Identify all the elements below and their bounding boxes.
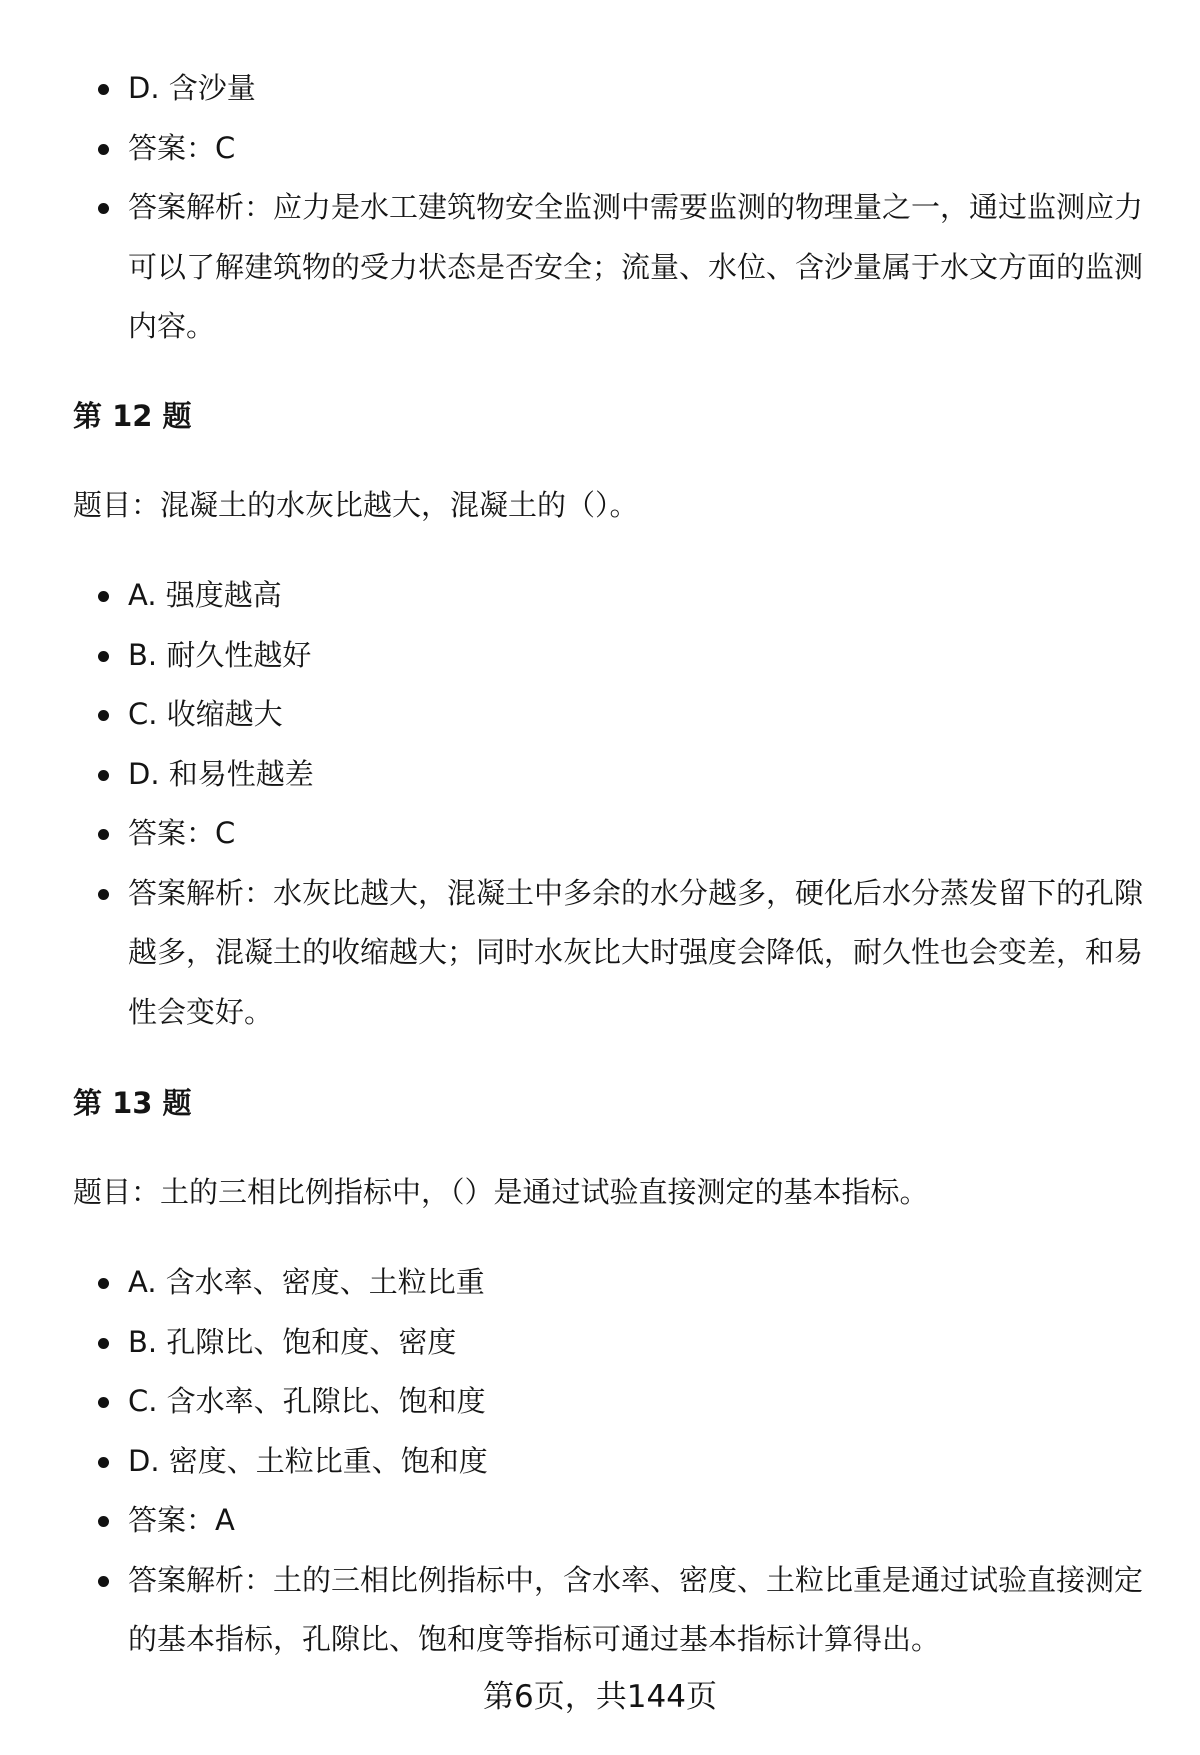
list-item: [0, 566, 1200, 626]
bullet-icon: [98, 84, 109, 95]
option-d-text: D. 含沙量: [128, 71, 256, 105]
answer-text: 答案：C: [128, 816, 236, 850]
list-item: [0, 1432, 1200, 1492]
bullet-icon: [98, 591, 109, 602]
list-item: [0, 1372, 1200, 1432]
answer-text: 答案：A: [128, 1503, 235, 1537]
bullet-icon: [98, 829, 109, 840]
options-list-q11: [0, 59, 1200, 357]
page-number-footer: 第6页，共144页: [483, 1679, 717, 1715]
list-item: [0, 119, 1200, 179]
question-stem-13: 题目：土的三相比例指标中，（）是通过试验直接测定的基本指标。: [73, 1175, 929, 1209]
question-title-12: 第 12 题: [73, 399, 192, 433]
list-item: [0, 685, 1200, 745]
option-c-text: C. 收缩越大: [128, 697, 283, 731]
options-list-q12: [0, 566, 1200, 1042]
bullet-icon: [98, 770, 109, 781]
question-title-13: 第 13 题: [73, 1086, 192, 1120]
list-item: [0, 59, 1200, 119]
list-item: [0, 1313, 1200, 1373]
option-b-text: B. 孔隙比、饱和度、密度: [128, 1324, 457, 1359]
explanation-text: 答案解析：水灰比越大，混凝土中多余的水分越多，硬化后水分蒸发留下的孔隙越多，混凝土的收缩越大；同时水灰比大时强度会降低，耐久性也会变差，和易性会变好。: [128, 875, 1144, 1029]
list-item: [0, 1551, 1200, 1670]
list-item: [0, 1491, 1200, 1551]
bullet-icon: [98, 203, 109, 214]
bullet-icon: [98, 1576, 109, 1587]
list-item: [0, 804, 1200, 864]
options-list-q13: [0, 1253, 1200, 1670]
option-d-text: D. 和易性越差: [128, 756, 314, 791]
option-a-text: A. 强度越高: [128, 578, 282, 612]
explanation-text: 答案解析：应力是水工建筑物安全监测中需要监测的物理量之一，通过监测应力可以了解建筑物的受力状态是否安全；流量、水位、含沙量属于水文方面的监测内容。: [128, 190, 1144, 343]
bullet-icon: [98, 144, 109, 155]
bullet-icon: [98, 1457, 109, 1468]
list-item: [0, 745, 1200, 805]
option-d-text: D. 密度、土粒比重、饱和度: [128, 1443, 488, 1478]
list-item: [0, 1253, 1200, 1313]
bullet-icon: [98, 1278, 109, 1289]
list-item: [0, 178, 1200, 357]
bullet-icon: [98, 1338, 109, 1349]
bullet-icon: [98, 1516, 109, 1527]
bullet-icon: [98, 1397, 109, 1408]
option-a-text: A. 含水率、密度、土粒比重: [128, 1265, 485, 1299]
option-b-text: B. 耐久性越好: [128, 637, 312, 672]
list-item: [0, 864, 1200, 1043]
bullet-icon: [98, 710, 109, 721]
bullet-icon: [98, 651, 109, 662]
question-stem-12: 题目：混凝土的水灰比越大，混凝土的（）。: [73, 488, 639, 522]
answer-text: 答案：C: [128, 130, 236, 165]
list-item: [0, 626, 1200, 686]
option-c-text: C. 含水率、孔隙比、饱和度: [128, 1384, 486, 1418]
bullet-icon: [98, 889, 109, 900]
explanation-text: 答案解析：土的三相比例指标中，含水率、密度、土粒比重是通过试验直接测定的基本指标，孔隙比、饱和度等指标可通过基本指标计算得出。: [128, 1562, 1144, 1656]
